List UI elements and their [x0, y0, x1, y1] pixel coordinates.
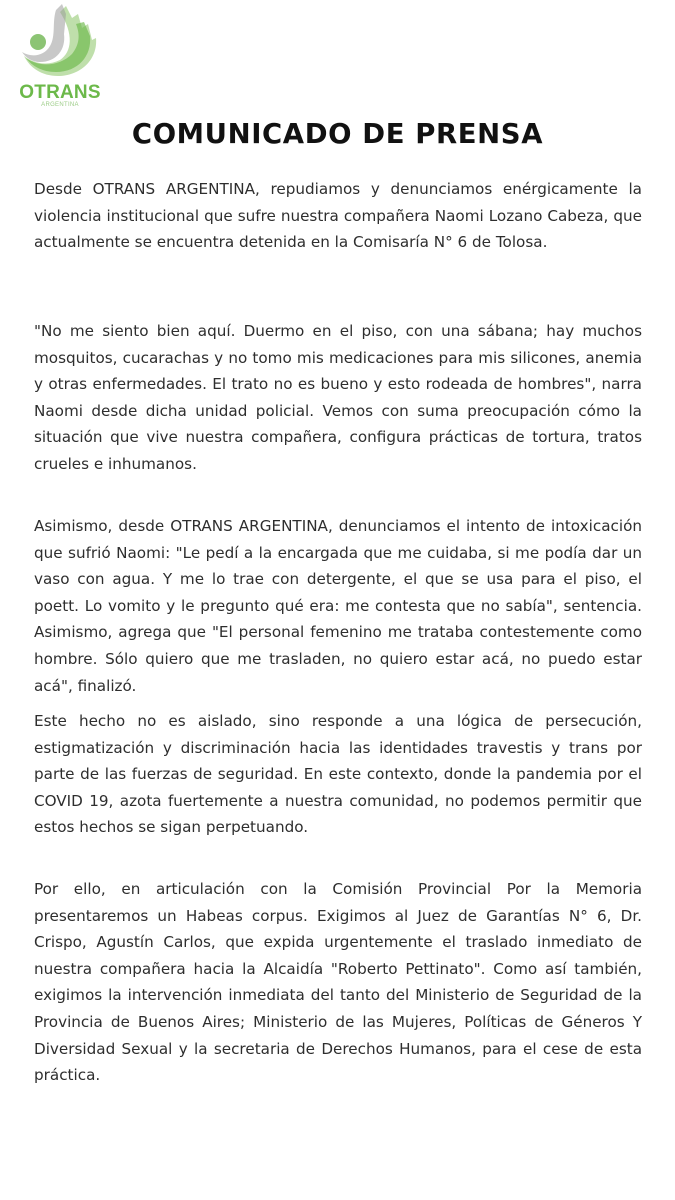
page-title: COMUNICADO DE PRENSA [131, 118, 544, 150]
paragraph-intro: Desde OTRANS ARGENTINA, repudiamos y denunciamos enérgicamente la violencia institucional que sufre nuestra compañera Naomi Lozano Cabeza, que actualmente se encuentra detenida en la Comisaría N° 6 de Tolosa. [34, 180, 642, 252]
paragraph-context: Este hecho no es aislado, sino responde a una lógica de persecución, estigmatización y discriminación hacia las identidades travestis y trans por parte de las fuerzas de seguridad. En este contexto, donde la pandemia por el COVID 19, azota fuertemente a nuestra comunidad, no podemos permitir que estos hechos se sigan perpetuando. [34, 712, 642, 837]
otrans-logo [10, 4, 110, 110]
paragraph-testimony: "No me siento bien aquí. Duermo en el piso, con una sábana; hay muchos mosquitos, cucarachas y no tomo mis medicaciones para mis silicones, anemia y otras enfermedades. El trato no es bueno y esto rodeada de hombres", narra Naomi desde dicha unidad policial. Vemos con suma preocupación cómo la situación que vive nuestra compañera, configura prácticas de tortura, tratos crueles e inhumanos. [34, 322, 642, 473]
logo-wordmark: OTRANS [19, 82, 101, 103]
otrans-emblem-icon [16, 4, 104, 82]
paragraph-demands: Por ello, en articulación con la Comisión Provincial Por la Memoria presentaremos un Habeas corpus. Exigimos al Juez de Garantías N° 6, Dr. Crispo, Agustín Carlos, que expida urgentemente el traslado inmediato de nuestra compañera hacia la Alcaidía "Roberto Pettinato". Como así también, exigimos la intervención inmediata del tanto del Ministerio de Seguridad de la Provincia de Buenos Aires; Ministerio de las Mujeres, Políticas de Géneros Y Diversidad Sexual y la secretaria de Derechos Humanos, para el cese de esta práctica. [34, 880, 642, 1085]
logo-subtitle: ARGENTINA [41, 102, 79, 108]
paragraph-intoxication: Asimismo, desde OTRANS ARGENTINA, denunciamos el intento de intoxicación que sufrió Naomi: "Le pedí a la encargada que me cuidaba, si me podía dar un vaso con agua. Y me lo trae con detergente, el que se usa para el piso, el poett. Lo vomito y le pregunto qué era: me contesta que no sabía", sentencia. Asimismo, agrega que "El personal femenino me trataba contestemente como hombre. Sólo quiero que me trasladen, no quiero estar acá, no puedo estar acá", finalizó. [34, 517, 642, 695]
